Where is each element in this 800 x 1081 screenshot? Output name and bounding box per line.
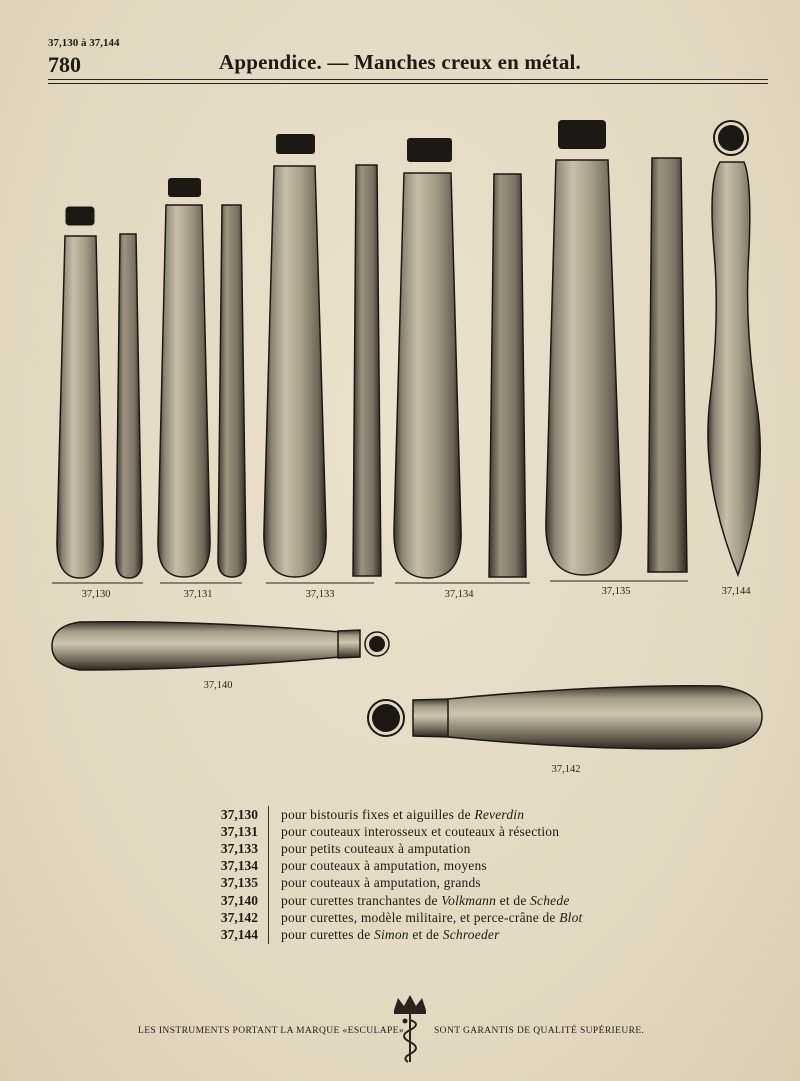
- handle-37131: [158, 178, 246, 600]
- legend-number: 37,135: [220, 875, 258, 891]
- handle-side-37131: [218, 205, 246, 577]
- legend-text: pour curettes, modèle militaire, et perce-crâne de Blot: [281, 909, 583, 925]
- divider: [268, 875, 269, 892]
- handle-body-37142: [448, 686, 762, 749]
- legend-row: [206, 806, 646, 823]
- figure-label: 37,140: [203, 680, 233, 691]
- ferrule: [413, 699, 450, 737]
- divider: [268, 840, 269, 857]
- handle-face-37134: [394, 173, 461, 578]
- figure-label: 37,134: [444, 589, 474, 600]
- footer-left-text: LES INSTRUMENTS PORTANT LA MARQUE «ESCULAPE»: [138, 1026, 405, 1036]
- divider: [268, 806, 269, 823]
- handle-37133: [264, 134, 381, 600]
- handle-face-37133: [264, 166, 326, 577]
- cross-section-icon: [66, 207, 94, 225]
- figure-label: 37,131: [183, 589, 213, 600]
- handle-37144: [708, 121, 760, 597]
- handle-side-37130: [116, 234, 142, 578]
- page-title: Appendice. — Manches creux en métal.: [218, 50, 582, 74]
- legend-row: [206, 840, 646, 857]
- legend-text: pour bistouris fixes et aiguilles de Reverdin: [281, 806, 525, 822]
- legend-text: pour curettes de Simon et de Schroeder: [281, 926, 500, 942]
- legend-row: [206, 909, 646, 926]
- handle-face-37131: [158, 205, 210, 577]
- handle-37130: [52, 207, 143, 600]
- legend-row: [206, 892, 646, 909]
- cross-section-icon: [558, 120, 606, 149]
- divider: [268, 926, 269, 943]
- catalog-range: 37,130 à 37,144: [48, 37, 120, 49]
- handle-side-37133: [353, 165, 381, 576]
- legend-number: 37,134: [220, 858, 258, 874]
- esculape-crown-snake-icon: [388, 992, 432, 1064]
- divider: [268, 858, 269, 875]
- page-number: 780: [48, 52, 81, 77]
- handle-37142: [368, 686, 762, 775]
- handle-face-37135: [546, 160, 621, 575]
- handle-37134: [394, 138, 530, 600]
- handle-face-37144: [708, 162, 760, 575]
- legend-text: pour curettes tranchantes de Volkmann et de Schede: [281, 892, 570, 908]
- legend-number: 37,131: [220, 823, 258, 839]
- legend-number: 37,133: [220, 840, 258, 856]
- cross-section-icon: [276, 134, 315, 154]
- legend-text: pour couteaux à amputation, moyens: [281, 858, 487, 874]
- end-cap: [372, 704, 400, 732]
- figure-label: 37,135: [601, 586, 631, 597]
- divider: [268, 823, 269, 840]
- handle-body-37140: [52, 622, 340, 670]
- legend-table: [206, 806, 646, 944]
- legend-number: 37,130: [220, 806, 258, 822]
- figure-label: 37,144: [721, 586, 751, 597]
- legend-text: pour couteaux à amputation, grands: [281, 875, 481, 891]
- cross-section-icon: [168, 178, 201, 197]
- ferrule: [338, 630, 360, 658]
- legend-row: [206, 875, 646, 892]
- legend-row: [206, 926, 646, 943]
- handle-37140: [52, 622, 389, 691]
- legend-text: pour couteaux interosseux et couteaux à résection: [281, 823, 560, 839]
- handle-37135: [546, 120, 688, 597]
- figure-label: 37,130: [81, 589, 111, 600]
- divider: [268, 909, 269, 926]
- handle-face-37130: [57, 236, 103, 578]
- legend-row: [206, 858, 646, 875]
- handle-side-37135: [648, 158, 687, 572]
- legend-text: pour petits couteaux à amputation: [281, 840, 471, 856]
- legend-row: [206, 823, 646, 840]
- legend-number: 37,144: [220, 926, 258, 942]
- legend-number: 37,142: [220, 909, 258, 925]
- divider: [268, 892, 269, 909]
- end-cap: [718, 125, 744, 151]
- footer-right-text: SONT GARANTIS DE QUALITÉ SUPÉRIEURE.: [434, 1026, 645, 1036]
- cross-section-icon: [407, 138, 452, 162]
- figure-label: 37,133: [305, 589, 335, 600]
- legend-number: 37,140: [220, 892, 258, 908]
- end-cap: [369, 636, 385, 652]
- handle-side-37134: [489, 174, 526, 577]
- figure-label: 37,142: [551, 764, 581, 775]
